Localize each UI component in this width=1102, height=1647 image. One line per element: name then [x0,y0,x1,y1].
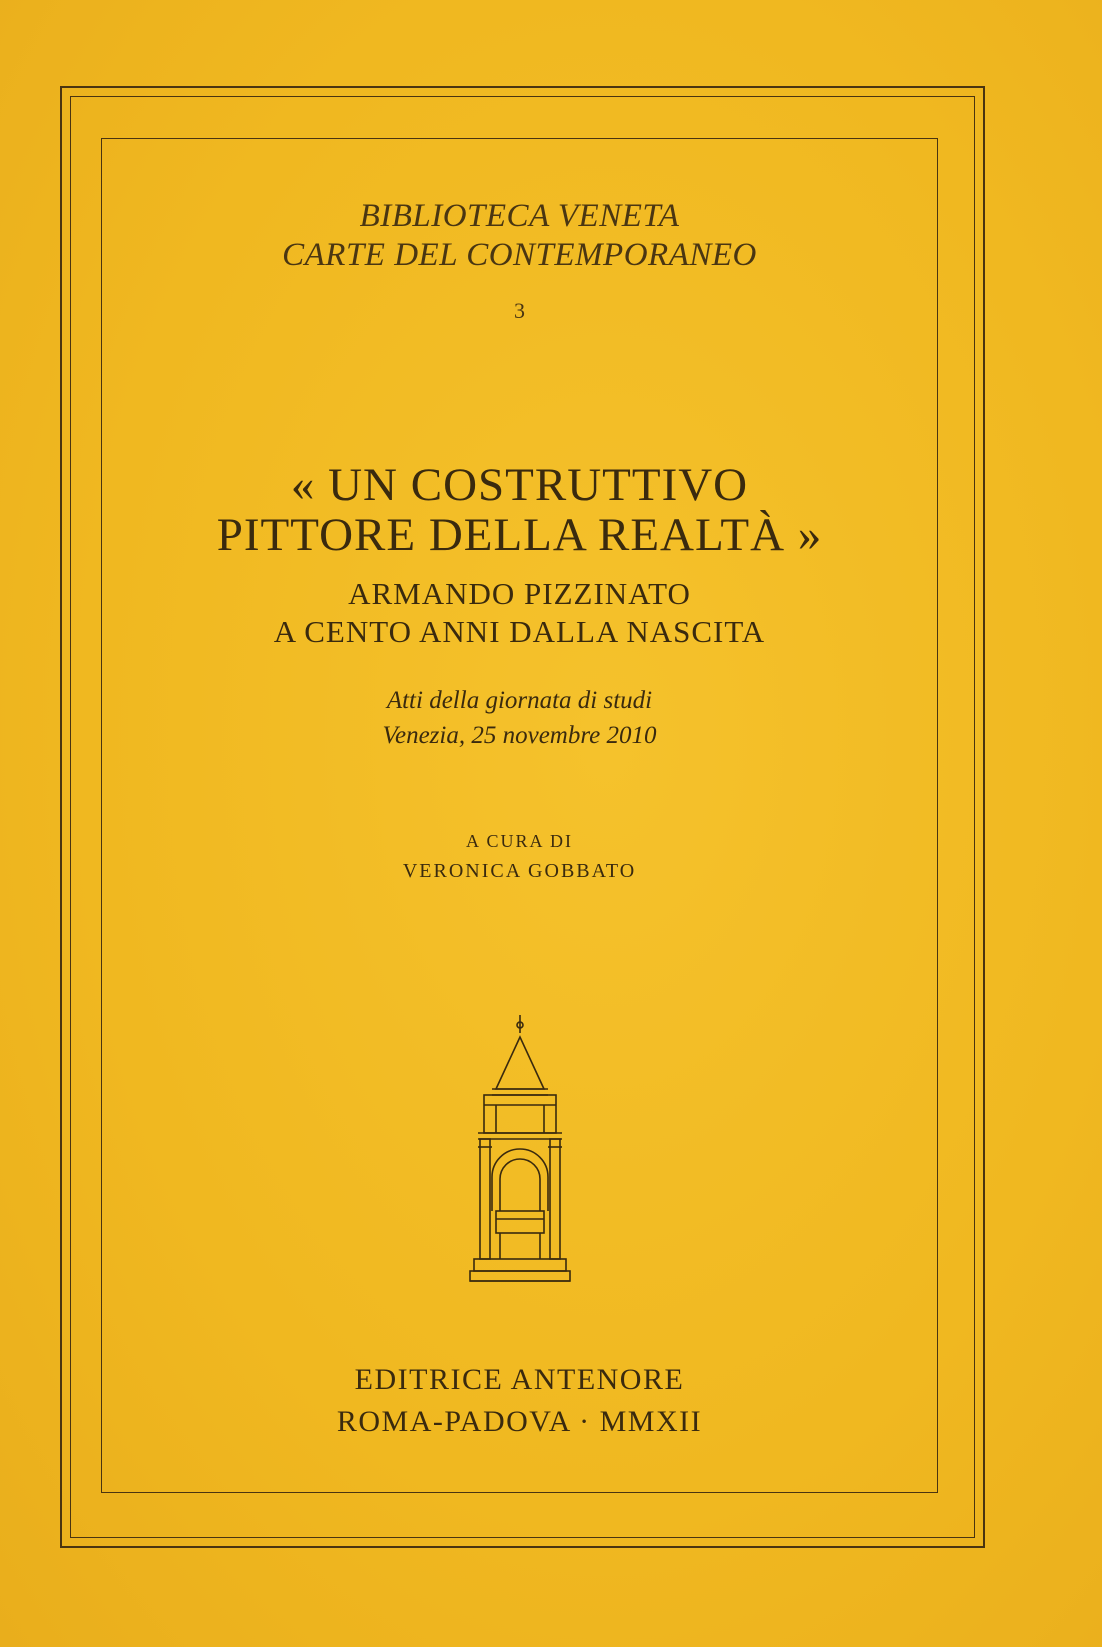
publisher-name: EDITRICE ANTENORE [354,1363,685,1396]
book-subtitle-line-1: ARMANDO PIZZINATO [348,576,691,611]
curator-name: VERONICA GOBBATO [402,860,637,882]
series-number: 3 [514,298,525,323]
proceedings-line-1: Atti della giornata di studi [386,687,653,714]
publisher-place-year: ROMA-PADOVA · MMXII [336,1405,703,1438]
monument-tomb-emblem-icon [466,1015,574,1325]
proceedings-line-2: Venezia, 25 novembre 2010 [382,722,657,749]
series-title-line-2: CARTE DEL CONTEMPORANEO [282,237,757,273]
book-title-line-1: « UN COSTRUTTIVO [290,459,749,511]
book-subtitle-line-2: A CENTO ANNI DALLA NASCITA [273,614,766,649]
book-title-line-2: PITTORE DELLA REALTÀ » [216,509,823,561]
curator-label: A CURA DI [465,831,573,851]
series-title-line-1: BIBLIOTECA VENETA [359,198,680,234]
